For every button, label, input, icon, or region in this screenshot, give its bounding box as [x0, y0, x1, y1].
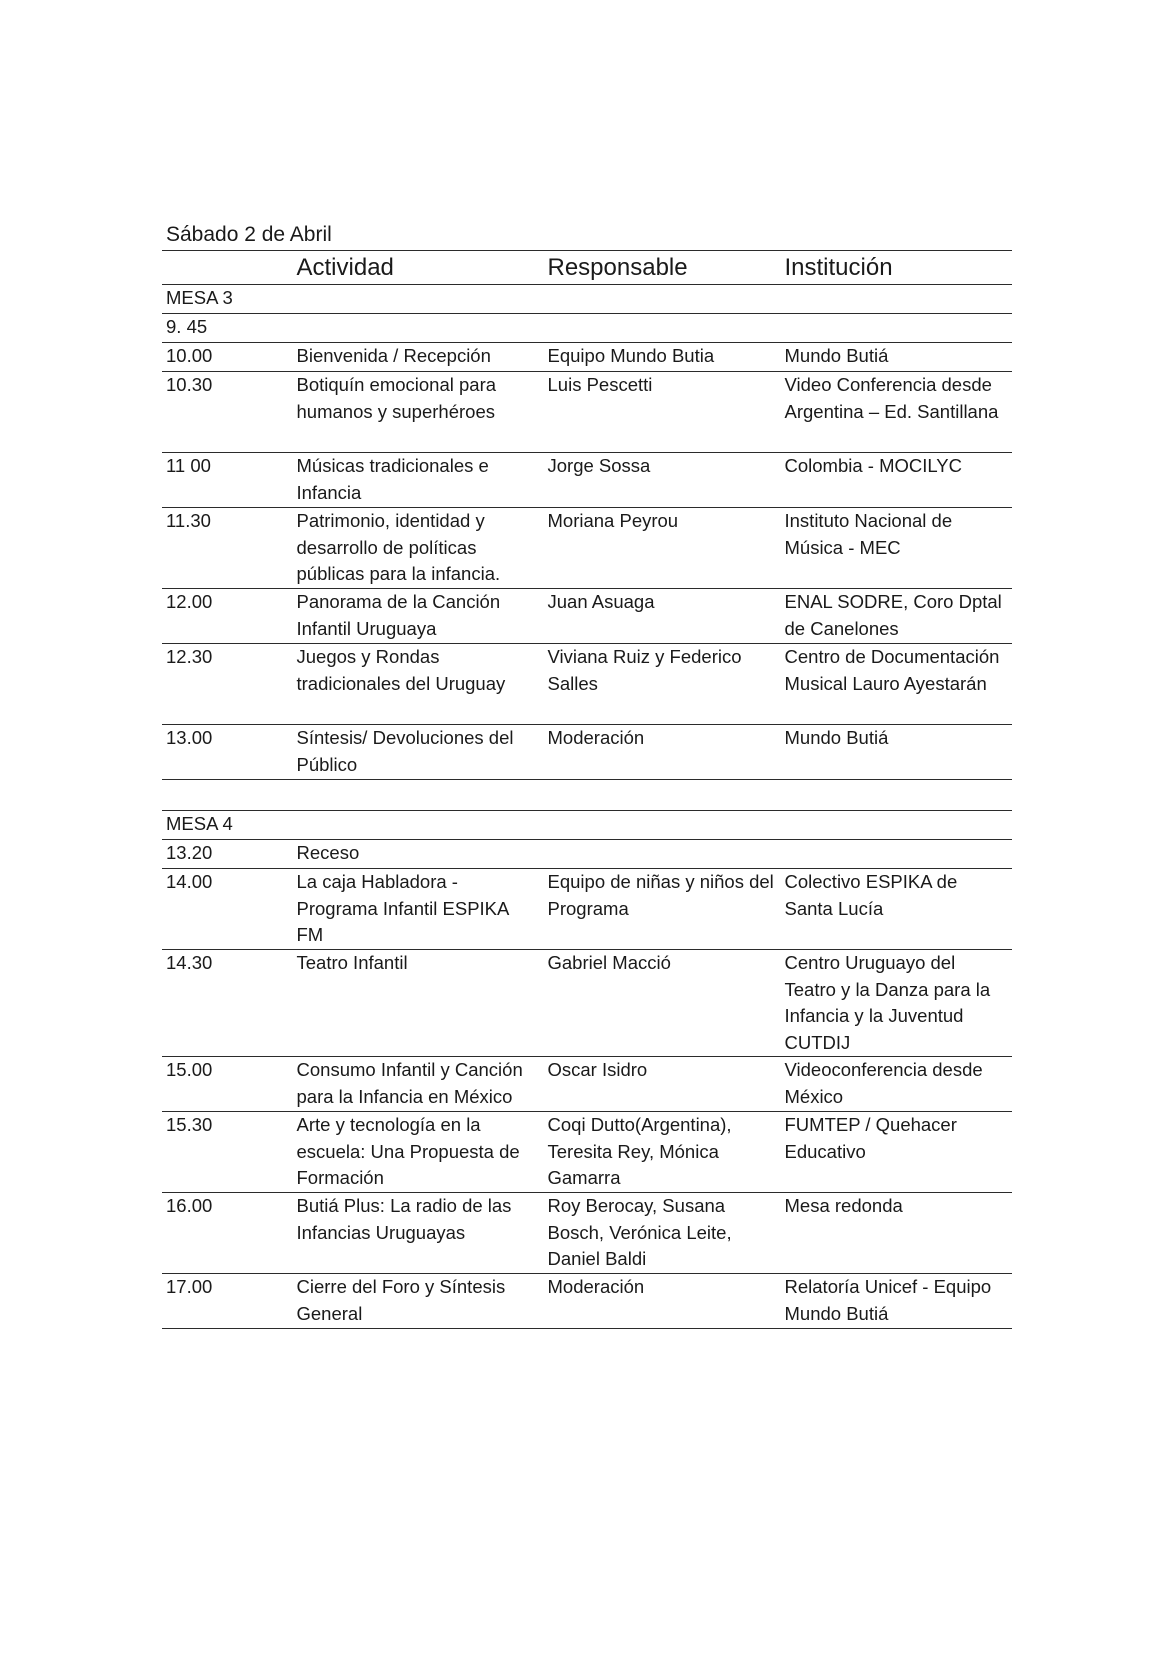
cell-institucion — [780, 840, 1012, 869]
cell-hora: 16.00 — [162, 1193, 292, 1274]
cell-hora: 9. 45 — [162, 314, 292, 343]
table-row — [162, 1112, 1012, 1193]
cell-institucion: Centro de Documentación Musical Lauro Ayestarán — [780, 644, 1012, 725]
cell-actividad: Juegos y Rondas tradicionales del Uruguay — [292, 644, 543, 725]
cell-hora: MESA 3 — [162, 285, 292, 314]
cell-actividad — [292, 314, 543, 343]
table-row — [162, 950, 1012, 1057]
spacer-row — [162, 780, 1012, 811]
cell-hora: 15.00 — [162, 1057, 292, 1112]
schedule-body — [162, 285, 1012, 1329]
cell-responsable: Equipo de niñas y niños del Programa — [543, 869, 780, 950]
cell-actividad: Consumo Infantil y Canción para la Infancia en México — [292, 1057, 543, 1112]
cell-actividad: Patrimonio, identidad y desarrollo de políticas públicas para la infancia. — [292, 508, 543, 589]
cell-responsable: Coqi Dutto(Argentina), Teresita Rey, Mónica Gamarra — [543, 1112, 780, 1193]
table-row — [162, 453, 1012, 508]
cell-hora: 17.00 — [162, 1274, 292, 1329]
cell-institucion: Videoconferencia desde México — [780, 1057, 1012, 1112]
cell-actividad — [292, 780, 543, 811]
cell-responsable — [543, 285, 780, 314]
cell-hora: 14.30 — [162, 950, 292, 1057]
cell-hora — [162, 780, 292, 811]
cell-actividad — [292, 811, 543, 840]
cell-actividad: Síntesis/ Devoluciones del Público — [292, 725, 543, 780]
cell-responsable — [543, 314, 780, 343]
table-row — [162, 1274, 1012, 1329]
table-row — [162, 372, 1012, 453]
cell-actividad: Arte y tecnología en la escuela: Una Propuesta de Formación — [292, 1112, 543, 1193]
cell-institucion: Colectivo ESPIKA de Santa Lucía — [780, 869, 1012, 950]
cell-responsable: Moderación — [543, 1274, 780, 1329]
table-row — [162, 508, 1012, 589]
cell-institucion: Colombia - MOCILYC — [780, 453, 1012, 508]
cell-actividad: Panorama de la Canción Infantil Uruguaya — [292, 589, 543, 644]
cell-hora: 10.30 — [162, 372, 292, 453]
cell-responsable: Luis Pescetti — [543, 372, 780, 453]
cell-institucion: FUMTEP / Quehacer Educativo — [780, 1112, 1012, 1193]
cell-actividad: Botiquín emocional para humanos y superhéroes — [292, 372, 543, 453]
cell-actividad — [292, 285, 543, 314]
cell-responsable: Equipo Mundo Butia — [543, 343, 780, 372]
table-row — [162, 840, 1012, 869]
page-title: Sábado 2 de Abril — [166, 223, 332, 246]
cell-institucion — [780, 314, 1012, 343]
table-row — [162, 725, 1012, 780]
cell-institucion — [780, 285, 1012, 314]
table-row — [162, 1193, 1012, 1274]
cell-actividad: Receso — [292, 840, 543, 869]
table-row — [162, 644, 1012, 725]
cell-institucion: Mundo Butiá — [780, 725, 1012, 780]
cell-actividad: Cierre del Foro y Síntesis General — [292, 1274, 543, 1329]
cell-responsable: Juan Asuaga — [543, 589, 780, 644]
cell-responsable — [543, 840, 780, 869]
cell-hora: 11 00 — [162, 453, 292, 508]
table-row — [162, 1057, 1012, 1112]
cell-responsable: Moriana Peyrou — [543, 508, 780, 589]
header-hora — [162, 251, 292, 285]
cell-institucion: Video Conferencia desde Argentina – Ed. Santillana — [780, 372, 1012, 453]
cell-responsable — [543, 811, 780, 840]
table-row — [162, 869, 1012, 950]
cell-hora: 10.00 — [162, 343, 292, 372]
header-institucion: Institución — [780, 251, 1012, 285]
table-row — [162, 343, 1012, 372]
cell-actividad: Músicas tradicionales e Infancia — [292, 453, 543, 508]
table-header-row — [162, 251, 1012, 285]
cell-institucion: Centro Uruguayo del Teatro y la Danza para la Infancia y la Juventud CUTDIJ — [780, 950, 1012, 1057]
cell-hora: MESA 4 — [162, 811, 292, 840]
schedule-table — [162, 250, 1012, 1329]
cell-responsable: Oscar Isidro — [543, 1057, 780, 1112]
header-responsable: Responsable — [543, 251, 780, 285]
cell-hora: 12.00 — [162, 589, 292, 644]
cell-responsable: Gabriel Macció — [543, 950, 780, 1057]
cell-responsable: Roy Berocay, Susana Bosch, Verónica Leite, Daniel Baldi — [543, 1193, 780, 1274]
table-row — [162, 811, 1012, 840]
cell-institucion: Instituto Nacional de Música - MEC — [780, 508, 1012, 589]
cell-responsable: Viviana Ruiz y Federico Salles — [543, 644, 780, 725]
cell-institucion: ENAL SODRE, Coro Dptal de Canelones — [780, 589, 1012, 644]
cell-responsable — [543, 780, 780, 811]
cell-actividad: La caja Habladora - Programa Infantil ESPIKA FM — [292, 869, 543, 950]
cell-hora: 15.30 — [162, 1112, 292, 1193]
cell-hora: 13.00 — [162, 725, 292, 780]
cell-actividad: Teatro Infantil — [292, 950, 543, 1057]
cell-institucion — [780, 780, 1012, 811]
cell-institucion: Mesa redonda — [780, 1193, 1012, 1274]
cell-responsable: Jorge Sossa — [543, 453, 780, 508]
table-row — [162, 314, 1012, 343]
cell-hora: 14.00 — [162, 869, 292, 950]
cell-actividad: Butiá Plus: La radio de las Infancias Uruguayas — [292, 1193, 543, 1274]
table-row — [162, 285, 1012, 314]
cell-institucion — [780, 811, 1012, 840]
cell-actividad: Bienvenida / Recepción — [292, 343, 543, 372]
cell-institucion: Mundo Butiá — [780, 343, 1012, 372]
cell-hora: 11.30 — [162, 508, 292, 589]
cell-hora: 12.30 — [162, 644, 292, 725]
cell-hora: 13.20 — [162, 840, 292, 869]
cell-institucion: Relatoría Unicef - Equipo Mundo Butiá — [780, 1274, 1012, 1329]
cell-responsable: Moderación — [543, 725, 780, 780]
table-row — [162, 589, 1012, 644]
header-actividad: Actividad — [292, 251, 543, 285]
